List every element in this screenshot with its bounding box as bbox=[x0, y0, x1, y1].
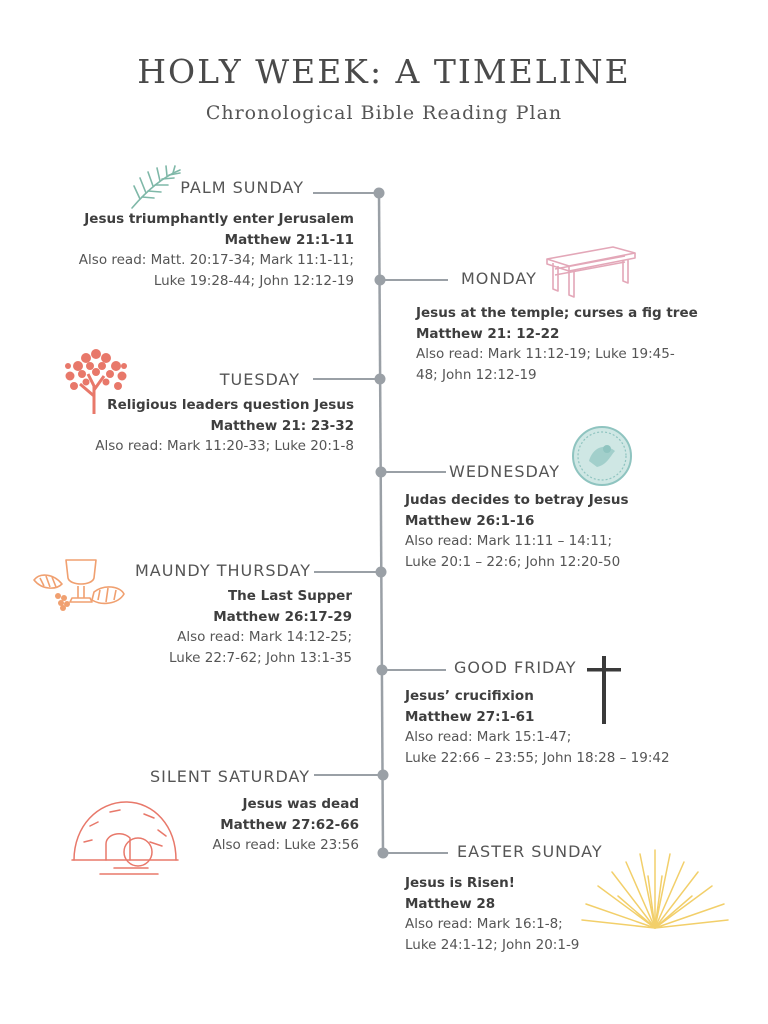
also-read-line: Also read: Mark 11:20-33; Luke 20:1-8 bbox=[95, 438, 354, 454]
timeline-dot bbox=[375, 374, 386, 385]
day-label-wednesday: WEDNESDAY bbox=[449, 462, 560, 481]
timeline-dot bbox=[378, 848, 389, 859]
timeline-dot bbox=[378, 770, 389, 781]
also-read-line: Luke 22:7-62; John 13:1-35 bbox=[169, 649, 352, 666]
scripture-reference: Matthew 27:62-66 bbox=[220, 816, 359, 833]
page-title: HOLY WEEK: A TIMELINE bbox=[137, 52, 631, 91]
scripture-reference: Matthew 21:1-11 bbox=[224, 231, 354, 248]
table-icon bbox=[543, 239, 639, 299]
day-label-maundy-thursday: MAUNDY THURSDAY bbox=[134, 561, 311, 580]
also-read-line: Also read: Mark 15:1-47; bbox=[405, 729, 572, 745]
palm-branch-icon bbox=[126, 164, 184, 212]
event-text: Jesus is Risen! bbox=[405, 875, 515, 891]
day-label-tuesday: TUESDAY bbox=[219, 370, 300, 389]
scripture-reference: Matthew 26:17-29 bbox=[213, 608, 352, 625]
cross-icon bbox=[585, 654, 625, 726]
day-label-silent-saturday: SILENT SATURDAY bbox=[150, 767, 310, 786]
also-read-line: Also read: Mark 16:1-8; bbox=[405, 916, 563, 932]
also-read-line: 48; John 12:12-19 bbox=[416, 366, 537, 383]
page-subtitle: Chronological Bible Reading Plan bbox=[205, 102, 563, 124]
tree-icon bbox=[60, 344, 132, 416]
timeline-dot bbox=[375, 275, 386, 286]
event-text: Jesus was dead bbox=[242, 796, 359, 812]
day-label-good-friday: GOOD FRIDAY bbox=[454, 658, 577, 677]
also-read-line: Also read: Mark 11:12-19; Luke 19:45- bbox=[416, 346, 675, 362]
timeline-spine bbox=[379, 193, 383, 853]
day-details-monday bbox=[416, 303, 716, 385]
scripture-reference: Matthew 27:1-61 bbox=[405, 708, 535, 725]
event-text: Jesus’ crucifixion bbox=[405, 688, 534, 704]
timeline-dot bbox=[374, 188, 385, 199]
also-read-line: Luke 19:28-44; John 12:12-19 bbox=[153, 272, 354, 289]
also-read-line: Luke 24:1-12; John 20:1-9 bbox=[405, 936, 580, 953]
scripture-reference: Matthew 21: 12-22 bbox=[416, 325, 560, 342]
also-read-line: Luke 20:1 – 22:6; John 12:20-50 bbox=[405, 553, 621, 570]
scripture-reference: Matthew 28 bbox=[405, 895, 496, 912]
day-label-palm-sunday: PALM SUNDAY bbox=[180, 178, 304, 197]
event-text: Jesus at the temple; curses a fig tree bbox=[416, 305, 698, 321]
also-read-line: Also read: Mark 14:12-25; bbox=[177, 629, 352, 645]
scripture-reference: Matthew 26:1-16 bbox=[405, 512, 535, 529]
day-label-easter-sunday: EASTER SUNDAY bbox=[457, 842, 603, 861]
day-details-wednesday bbox=[405, 490, 705, 572]
scripture-reference: Matthew 21: 23-32 bbox=[210, 417, 354, 434]
timeline-dot bbox=[377, 665, 388, 676]
event-text: Religious leaders question Jesus bbox=[107, 397, 354, 413]
event-text: The Last Supper bbox=[227, 588, 352, 604]
timeline-dot bbox=[376, 567, 387, 578]
day-details-palm-sunday bbox=[14, 209, 354, 291]
cup-and-bread-icon bbox=[32, 556, 126, 614]
event-text: Judas decides to betray Jesus bbox=[405, 492, 629, 508]
also-read-line: Luke 22:66 – 23:55; John 18:28 – 19:42 bbox=[405, 749, 670, 766]
day-details-good-friday bbox=[405, 686, 725, 768]
also-read-line: Also read: Luke 23:56 bbox=[212, 837, 359, 853]
sunburst-icon bbox=[578, 848, 732, 932]
also-read-line: Also read: Matt. 20:17-34; Mark 11:1-11; bbox=[78, 252, 354, 268]
tomb-icon bbox=[70, 796, 180, 876]
timeline-dot bbox=[376, 467, 387, 478]
event-text: Jesus triumphantly enter Jerusalem bbox=[84, 211, 354, 227]
also-read-line: Also read: Mark 11:11 – 14:11; bbox=[405, 533, 613, 549]
day-label-monday: MONDAY bbox=[461, 269, 537, 288]
coin-icon bbox=[571, 425, 633, 487]
